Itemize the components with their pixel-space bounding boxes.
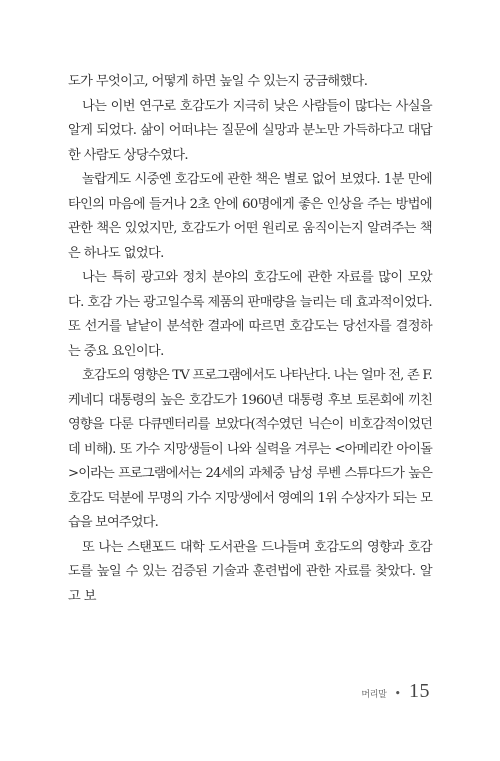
paragraph: 나는 이번 연구로 호감도가 지극히 낮은 사람들이 많다는 사실을 알게 되었다. 삶이 어떠냐는 질문에 실망과 분노만 가득하다고 대답한 사람도 상당수였다. [68,98,432,163]
paragraph: 호감도의 영향은 TV 프로그램에서도 나타난다. 나는 얼마 전, 존 F. 케네디 대통령의 높은 호감도가 1960년 대통령 후보 토론회에 끼친 영향을 다룬 다큐멘터리를 보았다(적수였던 닉슨이 비호감적이었던 데 비해). 또 가수 지망생들이 나와 실력을 겨루는 <아메리칸 아이돌>이라는 프로그램에서는 24세의 과체중 남성 루벤 스튜다드가 높은 호감도 덕분에 무명의 가수 지망생에서 영예의 1위 수상자가 되는 모습을 보여주었다. [68,368,432,530]
page-number: 15 [409,680,430,702]
paragraph: 나는 특히 광고와 정치 분야의 호감도에 관한 자료를 많이 모았다. 호감 가는 광고일수록 제품의 판매량을 늘리는 데 효과적이었다. 또 선거를 낱낱이 분석한 결과에 따르면 호감도는 당선자를 결정하는 중요 요인이다. [68,270,432,359]
paragraph: 놀랍게도 시중엔 호감도에 관한 책은 별로 없어 보였다. 1분 만에 타인의 마음에 들거나 2초 안에 60명에게 좋은 인상을 주는 방법에 관한 책은 있었지만, 호감도가 어떤 원리로 움직이는지 알려주는 책은 하나도 없었다. [68,172,432,261]
page-footer [361,680,430,700]
separator-dot: • [394,687,401,700]
section-label: 머리말 [361,690,387,700]
body-text [68,70,432,609]
paragraph: 또 나는 스탠포드 대학 도서관을 드나들며 호감도의 영향과 호감도를 높일 수 있는 검증된 기술과 훈련법에 관한 자료를 찾았다. 알고 보 [68,539,432,604]
paragraph-continued: 도가 무엇이고, 어떻게 하면 높일 수 있는지 궁금해했다. [68,74,368,89]
